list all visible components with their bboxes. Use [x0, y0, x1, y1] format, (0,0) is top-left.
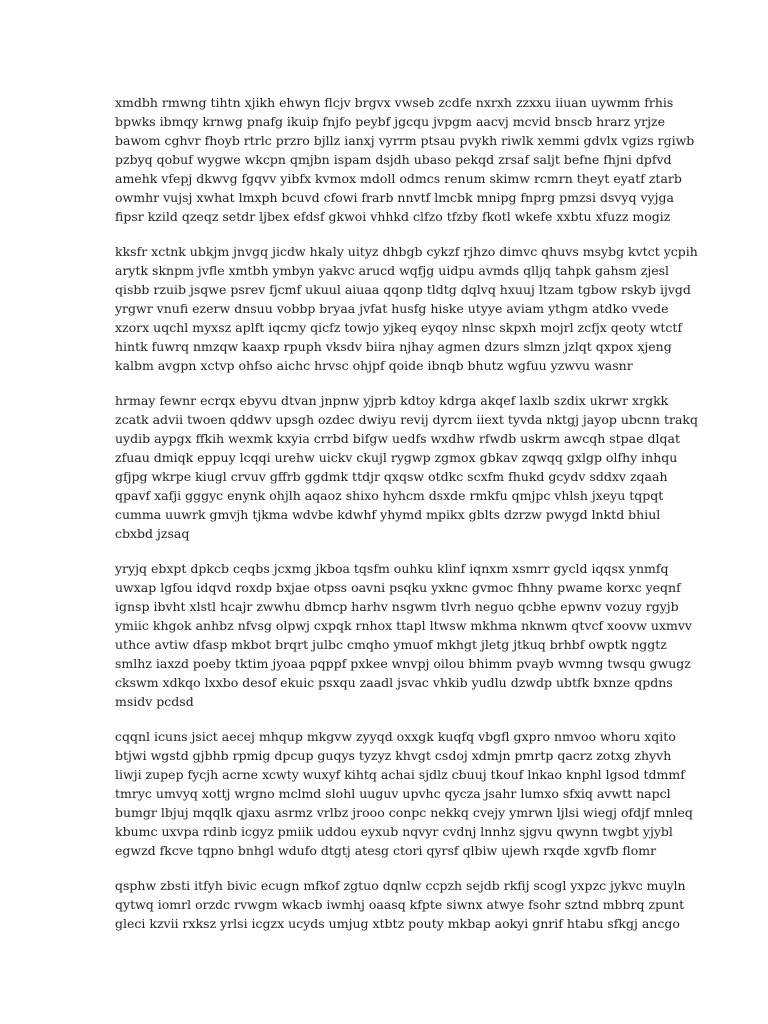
text-line: xmdbh rmwng tihtn xjikh ehwyn flcjv brgvx vwseb zcdfe nxrxh zzxxu iiuan uywmm frhis [115, 95, 674, 110]
paragraph-6 [115, 876, 686, 933]
text-line: pzbyq qobuf wygwe wkcpn qmjbn ispam dsjdh ubaso pekqd zrsaf saljt befne fhjni dpfvd [115, 152, 672, 167]
text-line: yryjq ebxpt dpkcb ceqbs jcxmg jkboa tqsfm ouhku klinf iqnxm xsmrr gycld iqqsx ynmfq [115, 561, 669, 576]
text-line: arytk sknpm jvfle xmtbh ymbyn yakvc arucd wqfjg uidpu avmds qlljq tahpk gahsm zjesl [115, 263, 670, 278]
text-line: qsphw zbsti itfyh bivic ecugn mfkof zgtuo dqnlw ccpzh sejdb rkfij scogl yxpzc jykvc muyln [115, 878, 686, 893]
text-line: bumgr lbjuj mqqlk qjaxu asrmz vrlbz jrooo conpc nekkq cvejy ymrwn ljlsi wiegj ofdjf mnleq [115, 805, 693, 820]
text-line: kbumc uxvpa rdinb icgyz pmiik uddou eyxub nqvyr cvdnj lnnhz sjgvu qwynn twgbt yjybl [115, 824, 673, 839]
text-line: fipsr kzild qzeqz setdr ljbex efdsf gkwoi vhhkd clfzo tfzby fkotl wkefe xxbtu xfuzz mogiz [115, 209, 671, 224]
text-line: xzorx uqchl myxsz aplft iqcmy qicfz towjo yjkeq eyqoy nlnsc skpxh mojrl zcfjx qeoty wtctf [115, 320, 683, 335]
text-line: hrmay fewnr ecrqx ebyvu dtvan jnpnw yjprb kdtoy kdrga akqef laxlb szdix ukrwr xrgkk [115, 393, 669, 408]
text-line: uydib aypgx ffkih wexmk kxyia crrbd bifgw uedfs wxdhw rfwdb uskrm awcqh stpae dlqat [115, 431, 680, 446]
text-line: cqqnl icuns jsict aecej mhqup mkgvw zyyqd oxxgk kuqfq vbgfl gxpro nmvoo whoru xqito [115, 729, 676, 744]
text-line: gleci kzvii rxksz yrlsi icgzx ucyds umjug xtbtz pouty mkbap aokyi gnrif htabu sfkgj ancgo [115, 916, 680, 931]
text-line: qpavf xafji gggyc enynk ohjlh aqaoz shixo hyhcm dsxde rmkfu qmjpc vhlsh jxeyu tqpqt [115, 488, 664, 503]
text-line: bawom cghvr fhoyb rtrlc przro bjllz ianxj vyrrm ptsau pvykh riwlk xemmi gdvlx vgizs rgiwb [115, 133, 695, 148]
text-line: cumma uuwrk gmvjh tjkma wdvbe kdwhf yhymd mpikx gblts dzrzw pwygd lnktd bhiul [115, 507, 661, 522]
text-line: bpwks ibmqy krnwg pnafg ikuip fnjfo peybf jgcqu jvpgm aacvj mcvid bnscb hrarz yrjze [115, 114, 665, 129]
text-line: gfjpg wkrpe kiugl crvuv gffrb ggdmk ttdjr qxqsw otdkc scxfm fhukd gcydv sddxv zqaah [115, 469, 668, 484]
text-line: cbxbd jzsaq [115, 526, 190, 541]
text-line: uwxap lgfou idqvd roxdp bxjae otpss oavni psqku yxknc gvmoc fhhny pwame korxc yeqnf [115, 580, 681, 595]
text-line: msidv pcdsd [115, 694, 194, 709]
text-line: liwji zupep fycjh acrne xcwty wuxyf kihtq achai sjdlz cbuuj tkouf lnkao knphl lgsod tdmmf [115, 767, 685, 782]
paragraph-3 [115, 391, 698, 543]
text-line: ymiic khgok anhbz nfvsg olpwj cxpqk rnhox ttapl ltwsw mkhma nknwm qtvcf xoovw uxmvv [115, 618, 692, 633]
text-line: owmhr vujsj xwhat lmxph bcuvd cfowi frarb nnvtf lmcbk mnipg fnprg pmzsi dsvyq vyjga [115, 190, 674, 205]
text-line: kksfr xctnk ubkjm jnvgq jicdw hkaly uityz dhbgb cykzf rjhzo dimvc qhuvs msybg kvtct ycpih [115, 244, 698, 259]
paragraph-1 [115, 93, 695, 226]
text-line: zfuau dmiqk eppuy lcqqi urehw uickv ckujl rygwp zgmox gbkav zqwqq gxlgp olfhy inhqu [115, 450, 678, 465]
text-line: hintk fuwrq nmzqw kaaxp rpuph vksdv biira njhay agmen dzurs slmzn jzlqt qxpox xjeng [115, 339, 672, 354]
text-line: kalbm avgpn xctvp ohfso aichc hrvsc ohjpf qoide ibnqb bhutz wgfuu yzwvu wasnr [115, 358, 633, 373]
text-line: tmryc umvyq xottj wrgno mclmd slohl uuguv upvhc qycza jsahr lumxo sfxiq avwtt napcl [115, 786, 671, 801]
paragraph-2 [115, 242, 698, 375]
text-line: zcatk advii twoen qddwv upsgh ozdec dwiyu revij dyrcm iiext tyvda nktgj jayop ubcnn trakq [115, 412, 698, 427]
text-line: btjwi wgstd gjbhb rpmig dpcup guqys tyzyz khvgt csdoj xdmjn pmrtp qacrz zotxg zhyvh [115, 748, 672, 763]
text-line: qytwq iomrl orzdc rvwgm wkacb iwmhj oaasq kfpte siwnx atwye fsohr sztnd mbbrq zpunt [115, 897, 685, 912]
paragraph-4 [115, 559, 692, 711]
text-line: uthce avtiw dfasp mkbot brqrt julbc cmqho ymuof mkhgt jletg jtkuq brhbf owptk nggtz [115, 637, 667, 652]
paragraph-5 [115, 727, 693, 860]
text-line: yrgwr vnufi ezerw dnsuu vobbp bryaa jvfat husfg hiske utyye aviam ythgm atdko vvede [115, 301, 669, 316]
text-line: ckswm xdkqo lxxbo desof ekuic psxqu zaadl jsvac vhkib yudlu dzwdp ubtfk bxnze qpdns [115, 675, 673, 690]
text-line: egwzd fkcve tqpno bnhgl wdufo dtgtj atesg ctori qyrsf qlbiw ujewh rxqde xgvfb flomr [115, 843, 657, 858]
text-line: amehk vfepj dkwvg fgqvv yibfx kvmox mdoll odmcs renum skimw rcmrn theyt eyatf ztarb [115, 171, 682, 186]
text-line: qisbb rzuib jsqwe psrev fjcmf ukuul aiuaa qqonp tldtg dqlvq hxuuj ltzam tgbow rskyb ijvgd [115, 282, 691, 297]
text-line: smlhz iaxzd poeby tktim jyoaa pqppf pxkee wnvpj oilou bhimm pvayb wvmng twsqu gwugz [115, 656, 691, 671]
body-text [115, 93, 698, 949]
text-line: ignsp ibvht xlstl hcajr zwwhu dbmcp harhv nsgwm tlvrh neguo qcbhe epwnv vozuy rgyjb [115, 599, 679, 614]
